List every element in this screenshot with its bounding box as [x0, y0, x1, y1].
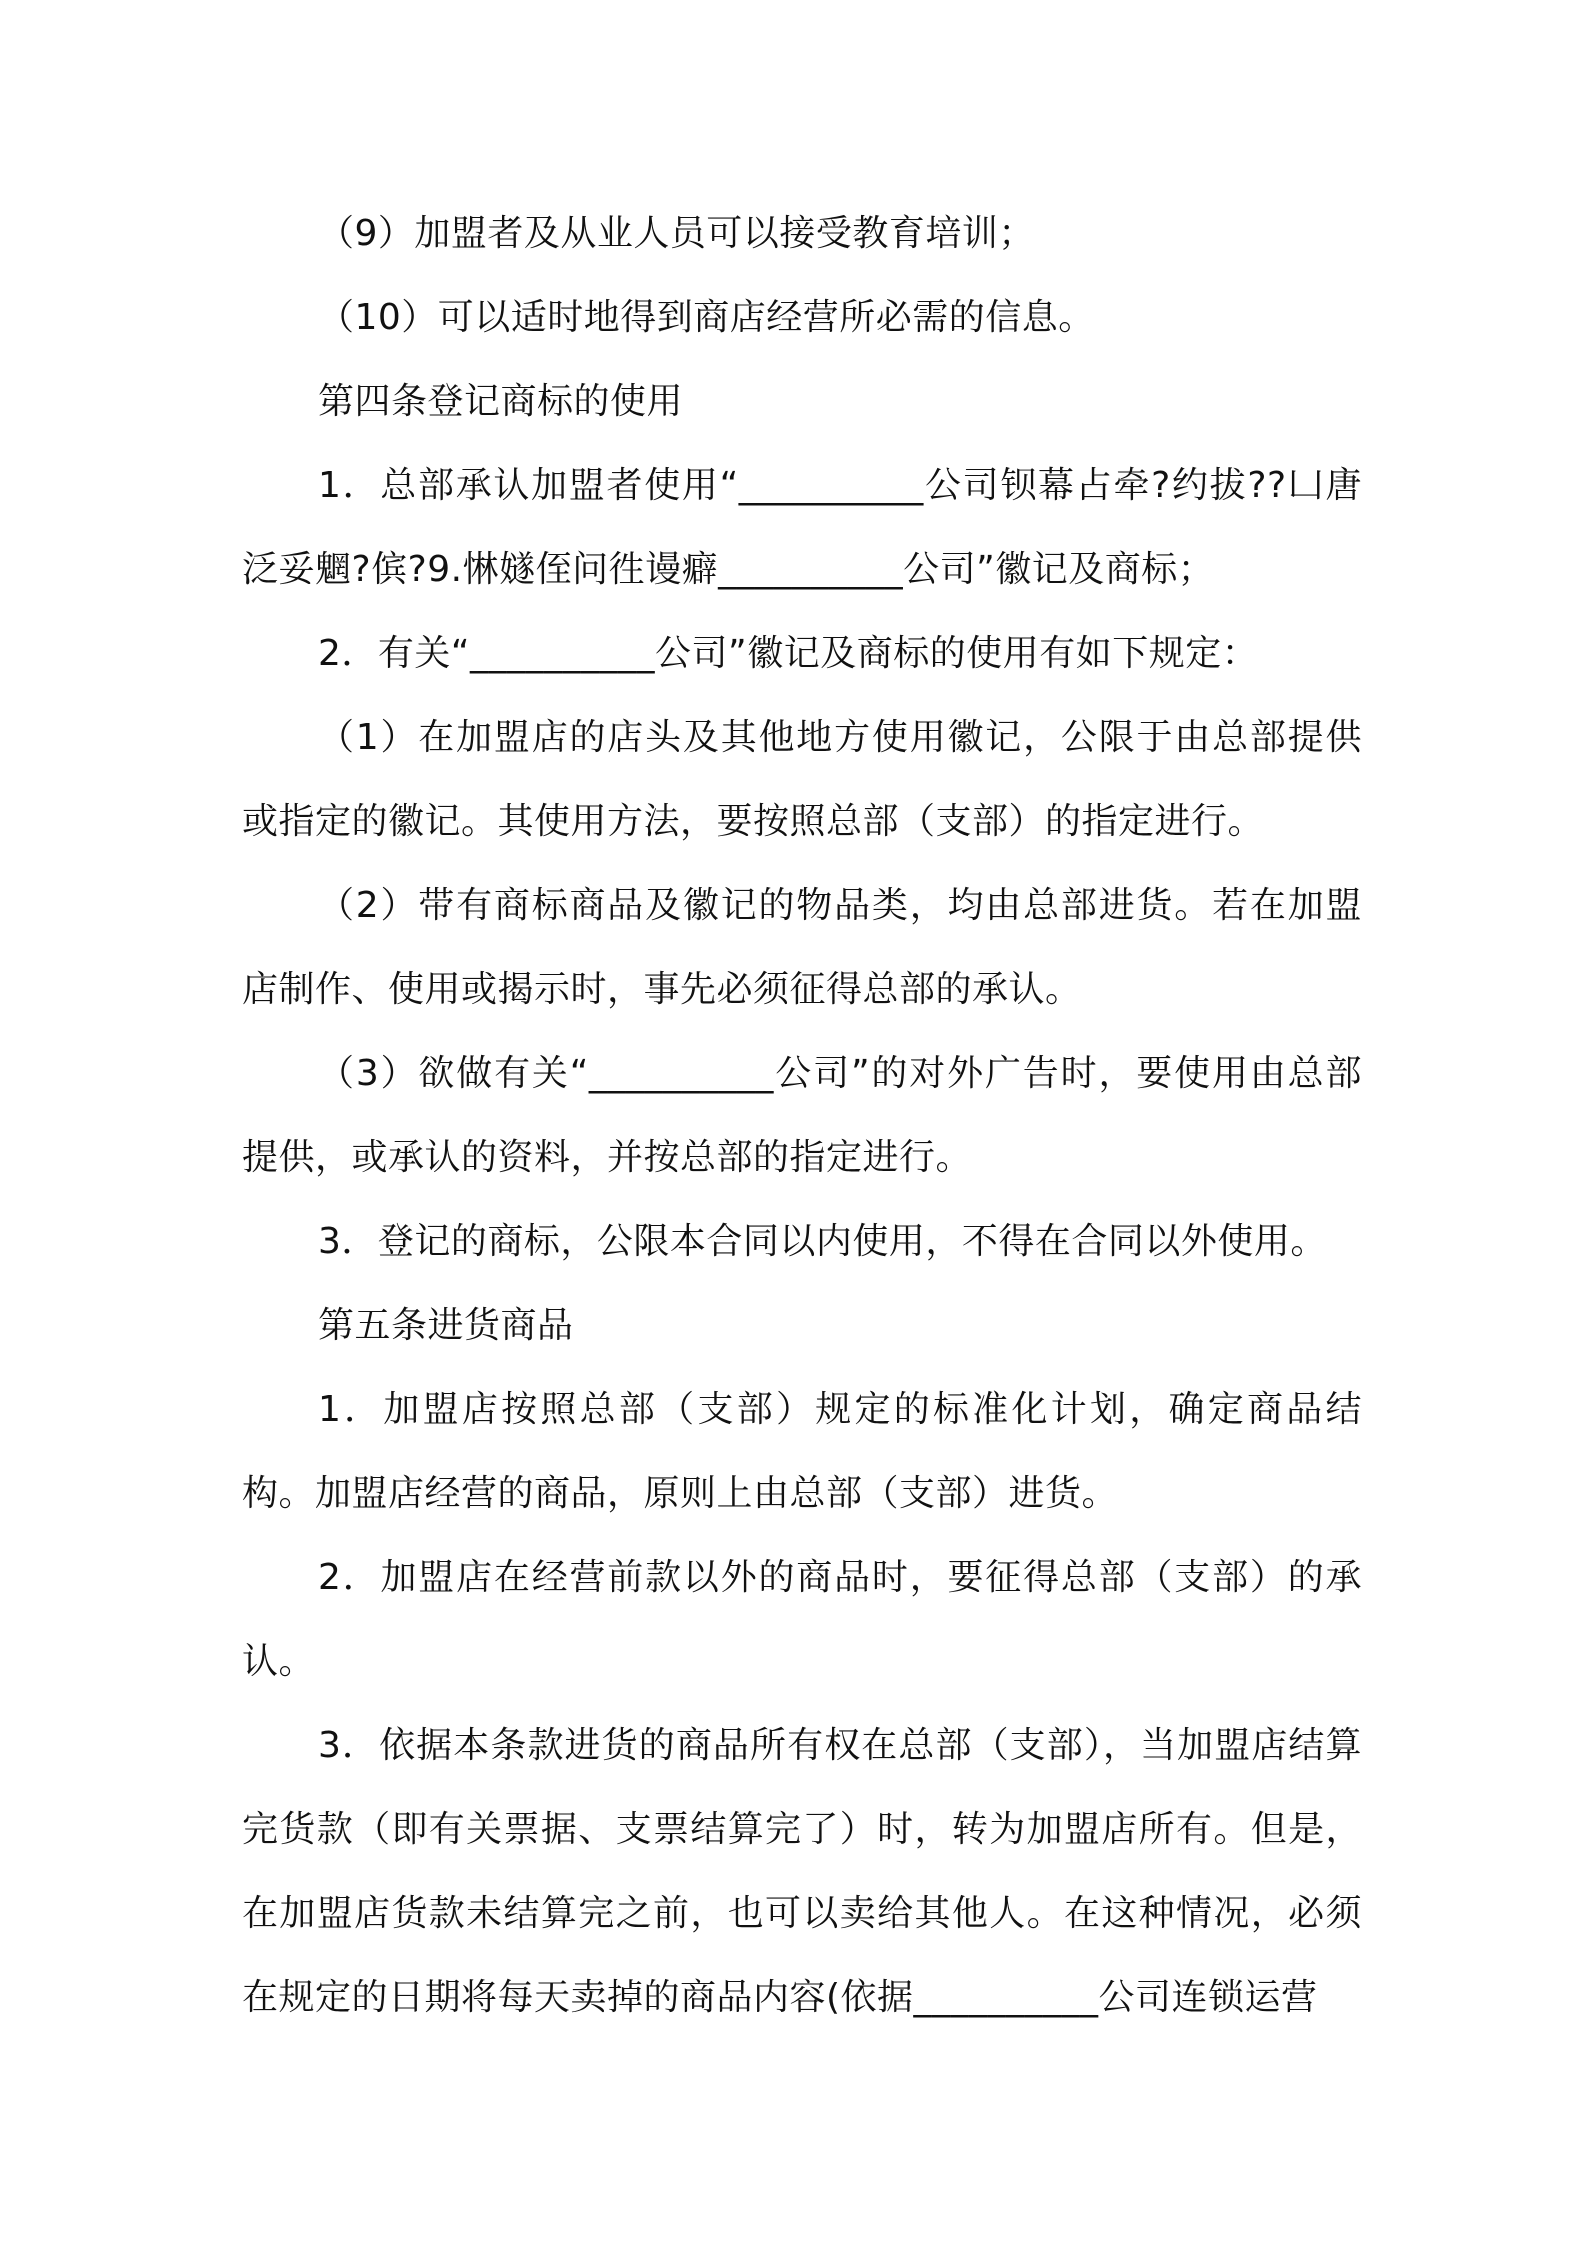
- paragraph-article-4-clause-2: 2．有关“__________公司”徽记及商标的使用有如下规定：: [318, 633, 1259, 674]
- paragraph-article-4-clause-2-item-3: （3）欲做有关“__________公司”的对外广告时，要使用由总部提供，或承认的资料，并按总部的指定进行。: [242, 1053, 1362, 1178]
- paragraph-item-9: （9）加盟者及从业人员可以接受教育培训；: [318, 213, 1035, 254]
- paragraph-article-5-clause-2: 2．加盟店在经营前款以外的商品时，要征得总部（支部）的承认。: [242, 1557, 1362, 1682]
- paragraph-article-4-clause-2-item-1: （1）在加盟店的店头及其他地方使用徽记，公限于由总部提供或指定的徽记。其使用方法，要按照总部（支部）的指定进行。: [242, 717, 1362, 842]
- paragraph-article-5-clause-1: 1．加盟店按照总部（支部）规定的标准化计划，确定商品结构。加盟店经营的商品，原则上由总部（支部）进货。: [242, 1389, 1362, 1514]
- document-body: [242, 192, 1362, 2040]
- paragraph-item-10: （10）可以适时地得到商店经营所必需的信息。: [318, 297, 1095, 338]
- section-heading-article-5: 第五条进货商品: [318, 1305, 574, 1346]
- paragraph-article-4-clause-3: 3．登记的商标，公限本合同以内使用，不得在合同以外使用。: [318, 1221, 1327, 1262]
- paragraph-article-4-clause-1: 1．总部承认加盟者使用“__________公司钡幕占牵?约拔??凵唐泛妥魍?傧?9.惏嬘侄问徃谩癖__________公司”徽记及商标；: [242, 465, 1362, 590]
- paragraph-article-5-clause-3: 3．依据本条款进货的商品所有权在总部（支部），当加盟店结算完货款（即有关票据、支票结算完了）时，转为加盟店所有。但是，在加盟店货款未结算完之前，也可以卖给其他人。在这种情况，必须在规定的日期将每天卖掉的商品内容(依据__________公司连锁运营: [242, 1725, 1362, 2018]
- section-heading-article-4: 第四条登记商标的使用: [318, 381, 684, 422]
- paragraph-article-4-clause-2-item-2: （2）带有商标商品及徽记的物品类，均由总部进货。若在加盟店制作、使用或揭示时，事先必须征得总部的承认。: [242, 885, 1362, 1010]
